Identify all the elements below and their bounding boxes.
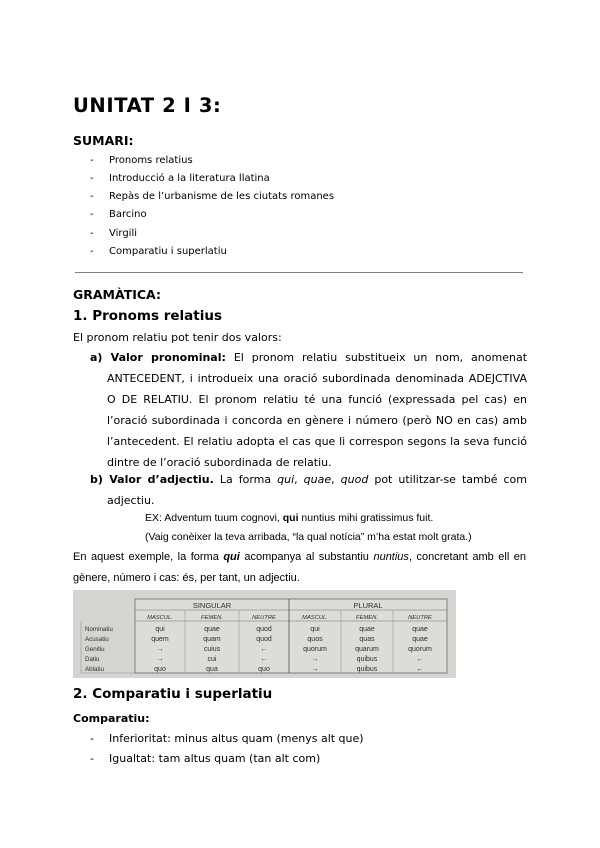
table-case-label: Nominatiu: [85, 626, 113, 633]
table-cell: ←: [260, 646, 268, 653]
table-cell: qui: [155, 626, 165, 633]
comparatiu-item-label: Igualtat: tam altus quam (tan alt com): [109, 752, 321, 765]
table-cell: quem: [151, 636, 169, 643]
table-gender-header: NEUTRE: [252, 615, 276, 621]
table-case-label: Acusatiu: [85, 636, 109, 643]
table-cell: quae: [412, 636, 428, 643]
table-case-label: Genitiu: [85, 646, 105, 653]
sumari-item-label: Pronoms relatius: [109, 155, 193, 166]
sumari-item: [90, 228, 137, 240]
example-explanation-1: En aquest exemple, la forma: [73, 551, 219, 563]
relative-pronoun-table-image: [73, 590, 456, 678]
sumari-item: [90, 246, 227, 258]
relative-pronoun-table: [73, 590, 456, 678]
comparatiu-heading: 2. Comparatiu i superlatiu: [73, 686, 273, 702]
table-cell: qua: [206, 666, 218, 673]
table-header-plural: PLURAL: [353, 601, 383, 610]
example-explanation-3: , concretant amb ell en gènere, número i cas: és, per tant, un adjectiu.: [73, 551, 527, 584]
bullet-dash: -: [90, 732, 94, 745]
table-cell: quorum: [408, 646, 432, 653]
table-cell: quo: [154, 666, 166, 673]
table-cell: quos: [307, 636, 323, 643]
pronoms-heading: 1. Pronoms relatius: [73, 308, 223, 324]
valor-adjectiu-text-pre: La forma: [219, 473, 272, 486]
table-cell: quorum: [303, 646, 327, 653]
table-cell: qui: [310, 626, 320, 633]
example-latin: [145, 512, 433, 524]
valor-adjectiu-label: b) Valor d’adjectiu.: [90, 473, 214, 486]
bullet-dash: -: [90, 191, 94, 202]
valor-pronominal-label: a) Valor pronominal:: [90, 351, 226, 364]
page-title: UNITAT 2 I 3:: [73, 94, 222, 117]
bullet-dash: -: [90, 209, 94, 220]
example-explanation-nuntius: nuntius: [373, 551, 409, 563]
example-explanation: [73, 547, 526, 589]
table-cell: quo: [258, 666, 270, 673]
table-cell: ←: [416, 656, 424, 663]
sumari-item: [90, 173, 270, 185]
sumari-item-label: Comparatiu i superlatiu: [109, 246, 227, 257]
example-explanation-2: acompanya al substantiu: [244, 551, 369, 563]
pronoms-intro: El pronom relatiu pot tenir dos valors:: [73, 331, 282, 344]
example-explanation-qui: qui: [223, 551, 240, 563]
bullet-dash: -: [90, 246, 94, 257]
bullet-dash: -: [90, 752, 94, 765]
example-latin-post: nuntius mihi gratissimus fuit.: [301, 512, 434, 524]
form-qui: qui: [277, 473, 295, 486]
valor-adjectiu-paragraph: b) Valor d’adjectiu. La forma qui, quae, quod pot utilitzar-se també com adjectiu.: [90, 473, 527, 507]
table-cell: quibus: [356, 656, 378, 663]
comparatiu-item: [90, 732, 364, 745]
comparatiu-subheading: Comparatiu:: [73, 712, 150, 725]
valor-pronominal-paragraph: [90, 347, 527, 473]
sumari-item: [90, 155, 193, 167]
sumari-item-label: Virgili: [109, 228, 138, 239]
table-cell: quod: [256, 626, 272, 633]
example-translation: (Vaig conèixer la teva arribada, “la qual notícia” m’ha estat molt grata.): [145, 531, 472, 543]
table-cell: →: [311, 666, 319, 673]
table-header-singular: SINGULAR: [192, 601, 232, 610]
form-quod: quod: [340, 473, 369, 486]
table-cell: ←: [260, 656, 268, 663]
table-cell: quae: [359, 626, 375, 633]
table-cell: quam: [203, 636, 221, 643]
form-quae: quae: [303, 473, 332, 486]
valor-adjectiu-text-post: pot utilitzar-se també com adjectiu.: [107, 473, 527, 507]
table-cell: quibus: [356, 666, 378, 673]
table-cell: →: [156, 646, 164, 653]
example-latin-pre: EX: Adventum tuum cognovi,: [145, 512, 280, 524]
section-divider: [75, 272, 523, 273]
table-cell: quae: [412, 626, 428, 633]
table-cell: →: [156, 656, 164, 663]
sumari-item: [90, 209, 147, 221]
bullet-dash: -: [90, 155, 94, 166]
bullet-dash: -: [90, 228, 94, 239]
table-cell: quod: [256, 636, 272, 643]
table-cell: cuius: [203, 646, 221, 653]
table-cell: quae: [204, 626, 220, 633]
table-gender-header: FEMEN.: [201, 615, 223, 621]
bullet-dash: -: [90, 173, 94, 184]
table-cell: ←: [416, 666, 424, 673]
table-cell: →: [311, 656, 319, 663]
table-case-label: Datiu: [85, 656, 100, 663]
valor-pronominal-text: El pronom relatiu substitueix un nom, anomenat ANTECEDENT, i introdueix una oració subordinada denominada ADEJCTIVA O DE RELATIU. El pronom relatiu té una funció (expressada pel cas) en l’oració subordinada i concorda en gènere i número (però NO en cas) amb l’antecedent. El relatiu adopta el cas que li correspon segons la seva funció dintre de l’oració subordinada de relatiu.: [107, 351, 528, 469]
comparatiu-item: [90, 752, 320, 765]
comparatiu-item-label: Inferioritat: minus altus quam (menys alt que): [109, 732, 364, 745]
table-gender-header: MASCUL.: [147, 615, 173, 621]
table-case-label: Ablatiu: [85, 666, 104, 673]
sumari-item-label: Barcino: [109, 209, 147, 220]
example-latin-qui: qui: [282, 512, 299, 524]
gramatica-heading: GRAMÀTICA:: [73, 287, 161, 302]
table-cell: quas: [359, 636, 375, 643]
table-cell: cui: [207, 656, 217, 663]
table-gender-header: NEUTRE: [408, 615, 432, 621]
sumari-item: [90, 191, 334, 203]
sumari-item-label: Repàs de l’urbanisme de les ciutats romanes: [109, 191, 335, 202]
table-gender-header: FEMEN.: [356, 615, 378, 621]
sumari-heading: SUMARI:: [73, 133, 134, 148]
sumari-item-label: Introducció a la literatura llatina: [109, 173, 270, 184]
table-cell: quarum: [355, 646, 379, 653]
table-gender-header: MASCUL.: [302, 615, 328, 621]
